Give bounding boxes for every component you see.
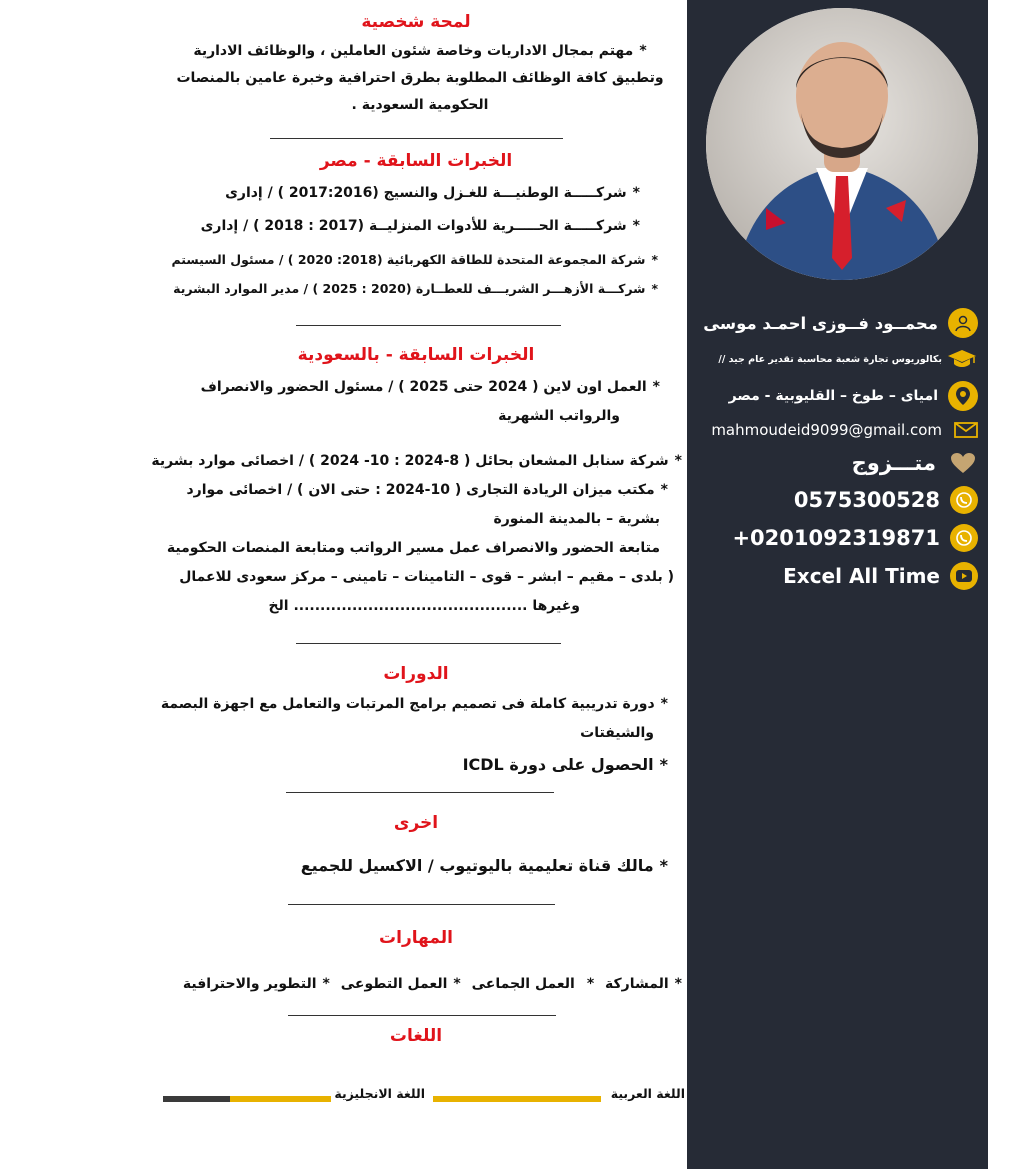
list-item-cont: متابعة الحضور والانصراف عمل مسير الرواتب ومتابعة المنصات الحكومية: [166, 540, 660, 556]
degree-text: بكالوريوس تجارة شعبة محاسبة تقدير عام جيد //: [718, 353, 942, 365]
language-bar-track: [163, 1096, 331, 1102]
list-item: *شركـــــة الحـــــرية للأدوات المنزليــة (2017 : 2018 ) / إدارى: [200, 218, 640, 234]
courses-section: [150, 664, 682, 779]
divider: [270, 138, 563, 139]
full-name: محمــود فــوزى احمـد موسى: [703, 313, 938, 333]
youtube-channel[interactable]: Excel All Time: [783, 564, 940, 588]
skills-section: [150, 928, 682, 999]
user-icon: [948, 308, 978, 338]
whatsapp-icon: [950, 486, 978, 514]
phone1-row: [794, 486, 978, 514]
profile-section: [150, 12, 682, 119]
languages-section: [150, 1026, 682, 1046]
location-pin-icon: [948, 381, 978, 411]
list-item-cont: والرواتب الشهرية: [498, 408, 620, 424]
sidebar: [687, 0, 988, 1169]
list-item: *الحصول على دورة ICDL: [462, 755, 668, 774]
skills-title: المهارات: [379, 928, 453, 948]
marital-row: [852, 450, 978, 476]
marital-status: متـــزوج: [851, 451, 936, 475]
skill-item: العمل الجماعى: [471, 976, 575, 992]
youtube-row: [783, 562, 978, 590]
exp-egypt-section: [150, 151, 682, 303]
languages-bars: [163, 1086, 685, 1116]
list-item: *شركـــة الأزهـــر الشريـــف للعطــارة (2020 : 2025 ) / مدير الموارد البشرية: [173, 281, 658, 296]
language-bar-english: [230, 1096, 331, 1102]
name-row: [703, 308, 978, 338]
mail-icon: [954, 420, 978, 440]
exp-saudi-section: [150, 345, 682, 621]
youtube-icon: [950, 562, 978, 590]
exp-saudi-title: الخبرات السابقة - بالسعودية: [297, 345, 535, 365]
main-content: [150, 0, 682, 1169]
list-item-cont: ( بلدى – مقيم – ابشر – قوى – التامينات – تامينى – مركز سعودى للاعمال: [179, 569, 674, 585]
phone2-row: [732, 524, 978, 552]
divider: [296, 325, 561, 326]
list-item-cont: وغيرها ............................................ الخ: [268, 598, 580, 614]
other-title: اخرى: [393, 813, 439, 833]
skill-item: العمل التطوعى: [340, 976, 448, 992]
other-section: [150, 813, 682, 880]
list-item: *العمل اون لاين ( 2024 حتى 2025 ) / مسئول الحضور والانصراف: [200, 379, 660, 395]
divider: [296, 643, 561, 644]
skills-list: *المشاركة *العمل الجماعى *العمل التطوعى *التطوير والاحترافية: [182, 976, 682, 992]
list-item: *شركـــــة الوطنيـــة للغـزل والنسيج (2017:2016 ) / إدارى: [225, 185, 640, 201]
list-item: *شركة المجموعة المتحدة للطاقة الكهربائية (2018: 2020 ) / مسئول السيستم: [171, 252, 658, 267]
email-row: [711, 420, 978, 440]
list-item: *مكتب ميزان الريادة التجارى ( 10-2024 : حتى الان ) / اخصائى موارد: [186, 482, 668, 498]
skill-item: المشاركة: [605, 976, 669, 992]
whatsapp-icon: [950, 524, 978, 552]
exp-egypt-title: الخبرات السابقة - مصر: [319, 151, 513, 171]
address-row: [729, 381, 978, 411]
list-item: *دورة تدريبية كاملة فى تصميم برامج المرتبات والتعامل مع اجهزة البصمة: [160, 696, 668, 712]
list-item-cont: والشيفتات: [580, 725, 654, 741]
profile-text: *مهتم بمجال الاداريات وخاصة شئون العاملين ، والوظائف الادارية وتطبيق كافة الوظائف المطلوبة بطرق احترافية وخبرة عامين بالمنصات الحكومية السعودية .: [176, 43, 664, 113]
divider: [288, 904, 555, 905]
language-bar-arabic: [433, 1096, 601, 1102]
list-item-cont: بشرية – بالمدينة المنورة: [493, 511, 660, 527]
list-item: *شركة سنابل المشعان بحائل ( 8-2024 : 10- 2024 ) / اخصائى موارد بشرية: [151, 453, 682, 469]
profile-photo: [706, 8, 978, 280]
language-label-arabic: اللغة العربية: [610, 1086, 685, 1101]
divider: [286, 792, 554, 793]
email-text[interactable]: mahmoudeid9099@gmail.com: [711, 421, 942, 439]
heart-icon: [948, 450, 978, 476]
languages-title: اللغات: [389, 1026, 443, 1046]
phone-number[interactable]: 0575300528: [793, 488, 940, 512]
address-text: امياى – طوخ – القليوبية - مصر: [728, 388, 938, 404]
profile-title: لمحة شخصية: [361, 12, 471, 32]
language-bar-track: [433, 1096, 601, 1102]
graduation-cap-icon: [946, 349, 978, 369]
person-photo-icon: [706, 8, 978, 280]
list-item: *مالك قناة تعليمية باليوتيوب / الاكسيل للجميع: [300, 856, 668, 875]
courses-title: الدورات: [383, 664, 449, 684]
divider: [288, 1015, 556, 1016]
degree-row: [718, 349, 978, 369]
phone-number[interactable]: +0201092319871: [732, 526, 940, 550]
language-label-english: اللغة الانجليزية: [334, 1086, 425, 1101]
skill-item: التطوير والاحترافية: [182, 976, 317, 992]
